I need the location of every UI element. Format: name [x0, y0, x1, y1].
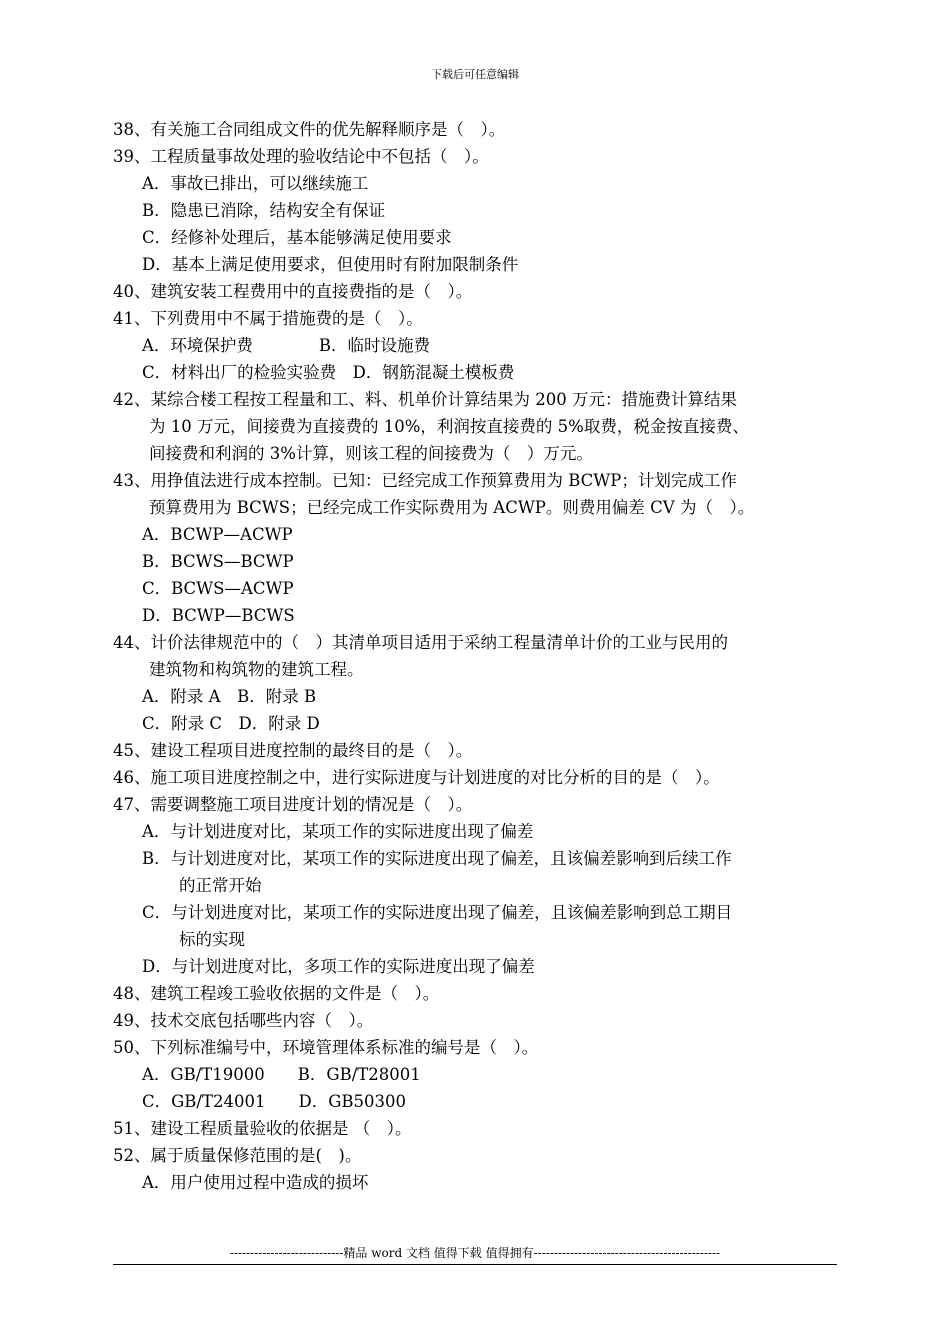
option-line: C．材料出厂的检验实验费 D．钢筋混凝土模板费	[142, 363, 515, 382]
page-footer	[113, 1245, 837, 1265]
continuation-line: 标的实现	[179, 930, 245, 949]
question-line: 49、技术交底包括哪些内容（ ）。	[113, 1011, 374, 1030]
option-line: D．基本上满足使用要求，但使用时有附加限制条件	[142, 255, 519, 274]
option-line: A．BCWP—ACWP	[142, 525, 293, 544]
option-line: C．BCWS—ACWP	[142, 579, 294, 598]
option-line: B．隐患已消除，结构安全有保证	[142, 201, 386, 220]
option-line: A．环境保护费 B．临时设施费	[142, 336, 431, 355]
question-line: 46、施工项目进度控制之中，进行实际进度与计划进度的对比分析的目的是（ ）。	[113, 768, 720, 787]
question-line: 50、下列标准编号中，环境管理体系标准的编号是（ ）。	[113, 1038, 539, 1057]
footer-rule	[113, 1264, 837, 1265]
continuation-line: 间接费和利润的 3%计算，则该工程的间接费为（ ）万元。	[149, 444, 593, 463]
continuation-line: 建筑物和构筑物的建筑工程。	[149, 660, 364, 679]
option-line: A．与计划进度对比，某项工作的实际进度出现了偏差	[142, 822, 534, 841]
question-line: 52、属于质量保修范围的是( )。	[113, 1146, 362, 1165]
question-line: 41、下列费用中不属于措施费的是（ ）。	[113, 309, 423, 328]
question-line: 42、某综合楼工程按工程量和工、料、机单价计算结果为 200 万元：措施费计算结果	[113, 390, 737, 409]
question-line: 38、有关施工合同组成文件的优先解释顺序是（ ）。	[113, 120, 506, 139]
document-body	[113, 116, 839, 1196]
option-line: B．BCWS—BCWP	[142, 552, 294, 571]
option-line: D．与计划进度对比，多项工作的实际进度出现了偏差	[142, 957, 535, 976]
question-line: 51、建设工程质量验收的依据是 （ ）。	[113, 1119, 412, 1138]
page-header: 下载后可任意编辑	[431, 68, 519, 81]
option-line: C．与计划进度对比，某项工作的实际进度出现了偏差，且该偏差影响到总工期目	[142, 903, 733, 922]
option-line: C．GB/T24001 D．GB50300	[142, 1092, 407, 1111]
question-line: 44、计价法律规范中的（ ）其清单项目适用于采纳工程量清单计价的工业与民用的	[113, 633, 728, 652]
footer-text: ----------------------------精品 word 文档 值得下载 值得拥有----------------------------------------------	[229, 1246, 721, 1260]
option-line: C．附录 C D．附录 D	[142, 714, 320, 733]
option-line: A．用户使用过程中造成的损坏	[142, 1173, 369, 1192]
question-line: 48、建筑工程竣工验收依据的文件是（ ）。	[113, 984, 440, 1003]
question-line: 40、建筑安装工程费用中的直接费指的是（ ）。	[113, 282, 473, 301]
question-line: 43、用挣值法进行成本控制。已知：已经完成工作预算费用为 BCWP；计划完成工作	[113, 471, 737, 490]
continuation-line: 的正常开始	[179, 876, 262, 895]
option-line: B．与计划进度对比，某项工作的实际进度出现了偏差，且该偏差影响到后续工作	[142, 849, 732, 868]
option-line: A．事故已排出，可以继续施工	[142, 174, 369, 193]
option-line: A．附录 A B．附录 B	[142, 687, 317, 706]
continuation-line: 预算费用为 BCWS；已经完成工作实际费用为 ACWP。则费用偏差 CV 为（ ）。	[149, 498, 755, 517]
continuation-line: 为 10 万元，间接费为直接费的 10%，利润按直接费的 5%取费，税金按直接费、	[149, 417, 749, 436]
option-line: D．BCWP—BCWS	[142, 606, 295, 625]
option-line: A．GB/T19000 B．GB/T28001	[142, 1065, 421, 1084]
question-line: 45、建设工程项目进度控制的最终目的是（ ）。	[113, 741, 473, 760]
question-line: 47、需要调整施工项目进度计划的情况是（ ）。	[113, 795, 473, 814]
option-line: C．经修补处理后，基本能够满足使用要求	[142, 228, 452, 247]
question-line: 39、工程质量事故处理的验收结论中不包括（ ）。	[113, 147, 489, 166]
